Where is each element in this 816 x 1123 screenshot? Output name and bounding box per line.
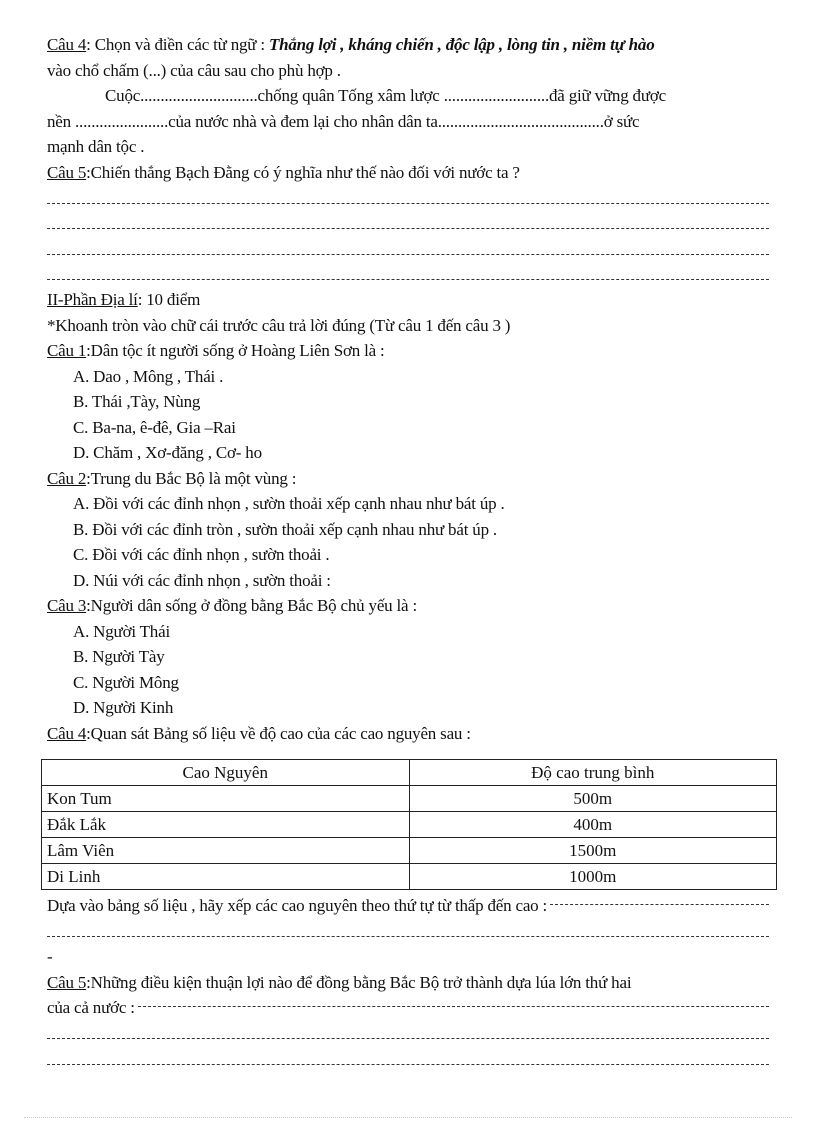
plateau-name: Di Linh <box>42 864 410 890</box>
worksheet-page <box>47 32 769 746</box>
page-bottom-rule <box>24 1117 792 1118</box>
answer-option-a[interactable]: A. Đồi với các đỉnh nhọn , sườn thoải xếp cạnh nhau như bát úp . <box>73 494 505 513</box>
question-text: :Người dân sống ở đồng bằng Bắc Bộ chủ yếu là : <box>86 596 417 615</box>
answer-fill[interactable] <box>138 1006 769 1007</box>
column-header-plateau: Cao Nguyên <box>42 760 410 786</box>
history-question-4 <box>47 32 769 58</box>
word-bank: Thắng lợi , kháng chiến , độc lập , lòng tin , niềm tự hào <box>268 35 655 54</box>
answer-option-b[interactable]: B. Đồi với các đỉnh tròn , sườn thoải xếp cạnh nhau như bát úp . <box>73 519 497 539</box>
table-row <box>42 786 777 812</box>
answer-line[interactable] <box>47 1046 769 1072</box>
answer-option-b[interactable]: B. Người Tày <box>73 647 165 666</box>
fill-in-line-3: mạnh dân tộc . <box>47 137 145 156</box>
fill-in-line-1: Cuộc.............................chống quân Tống xâm lược ..........................đã giữ vững được <box>105 86 666 105</box>
answer-line[interactable] <box>47 185 769 211</box>
geography-question-3 <box>47 593 769 619</box>
answer-option-d[interactable]: D. Núi với các đỉnh nhọn , sườn thoải : <box>73 570 331 590</box>
answer-option-d[interactable]: D. Người Kinh <box>73 698 174 717</box>
answer-fill[interactable] <box>550 904 769 905</box>
question-5-continued <box>47 995 769 1021</box>
plateau-name: Đắk Lắk <box>42 812 410 838</box>
table-row <box>42 838 777 864</box>
answer-option-a[interactable]: A. Dao , Mông , Thái . <box>73 366 224 386</box>
geography-question-5 <box>47 970 769 996</box>
question-text: :Chiến thắng Bạch Đằng có ý nghĩa như thế nào đối với nước ta ? <box>86 162 520 182</box>
section-heading <box>47 287 769 313</box>
answer-option-d[interactable]: D. Chăm , Xơ-đăng , Cơ- ho <box>73 443 262 462</box>
plateau-altitude: 1000m <box>409 864 777 890</box>
history-question-5 <box>47 160 769 186</box>
answer-option-c[interactable]: C. Đồi với các đỉnh nhọn , sườn thoải . <box>73 545 330 564</box>
question-label: Câu 4 <box>47 723 87 743</box>
question-4-task <box>47 893 769 919</box>
geography-question-4 <box>47 721 769 747</box>
table-header-row <box>42 760 777 786</box>
instruction: *Khoanh tròn vào chữ cái trước câu trả lời đúng (Từ câu 1 đến câu 3 ) <box>47 315 511 335</box>
table-row <box>42 864 777 890</box>
answer-line[interactable] <box>47 919 769 945</box>
answer-option-c[interactable]: C. Người Mông <box>73 672 179 692</box>
answer-option-a[interactable]: A. Người Thái <box>73 621 170 641</box>
column-header-altitude: Độ cao trung bình <box>409 760 777 786</box>
worksheet-continued <box>47 893 769 1072</box>
table-row <box>42 812 777 838</box>
plateau-name: Kon Tum <box>42 786 410 812</box>
answer-option-c[interactable]: C. Ba-na, ê-đê, Gia –Rai <box>73 417 236 437</box>
task-text: Dựa vào bảng số liệu , hãy xếp các cao nguyên theo thứ tự từ thấp đến cao : <box>47 896 548 915</box>
section-points: : 10 điểm <box>137 290 201 309</box>
answer-line[interactable] <box>47 262 769 288</box>
answer-option-b[interactable]: B. Thái ,Tày, Nùng <box>73 392 201 411</box>
answer-line[interactable] <box>47 1021 769 1047</box>
geography-question-2 <box>47 466 769 492</box>
answer-line[interactable] <box>47 211 769 237</box>
altitude-table <box>41 759 777 890</box>
question-text: : Chọn và điền các từ ngữ : <box>86 35 269 54</box>
answer-line[interactable] <box>47 236 769 262</box>
question-text: :Những điều kiện thuận lợi nào để đồng bằng Bắc Bộ trở thành dựa lúa lớn thứ hai <box>86 972 632 992</box>
question-label: Câu 4 <box>47 35 87 54</box>
plateau-name: Lâm Viên <box>42 838 410 864</box>
question-label: Câu 3 <box>47 596 87 615</box>
question-text-continued: của cả nước : <box>47 998 135 1017</box>
plateau-altitude: 500m <box>409 786 777 812</box>
section-title: II-Phần Địa lí <box>47 290 138 309</box>
question-label: Câu 5 <box>47 162 87 182</box>
question-text: :Quan sát Bảng số liệu về độ cao của các cao nguyên sau : <box>86 723 471 743</box>
stray-dash: - <box>47 947 53 966</box>
plateau-altitude: 400m <box>409 812 777 838</box>
fill-in-line-2: nền .......................của nước nhà và đem lại cho nhân dân ta.........................................ở sức <box>47 111 640 131</box>
question-text-continued: vào chổ chấm (...) của câu sau cho phù hợp . <box>47 60 341 80</box>
question-label: Câu 2 <box>47 468 87 488</box>
plateau-altitude: 1500m <box>409 838 777 864</box>
question-label: Câu 1 <box>47 341 87 360</box>
question-label: Câu 5 <box>47 972 87 992</box>
question-text: :Dân tộc ít người sống ở Hoàng Liên Sơn là : <box>86 341 385 360</box>
question-text: :Trung du Bắc Bộ là một vùng : <box>86 468 297 488</box>
geography-question-1 <box>47 338 769 364</box>
